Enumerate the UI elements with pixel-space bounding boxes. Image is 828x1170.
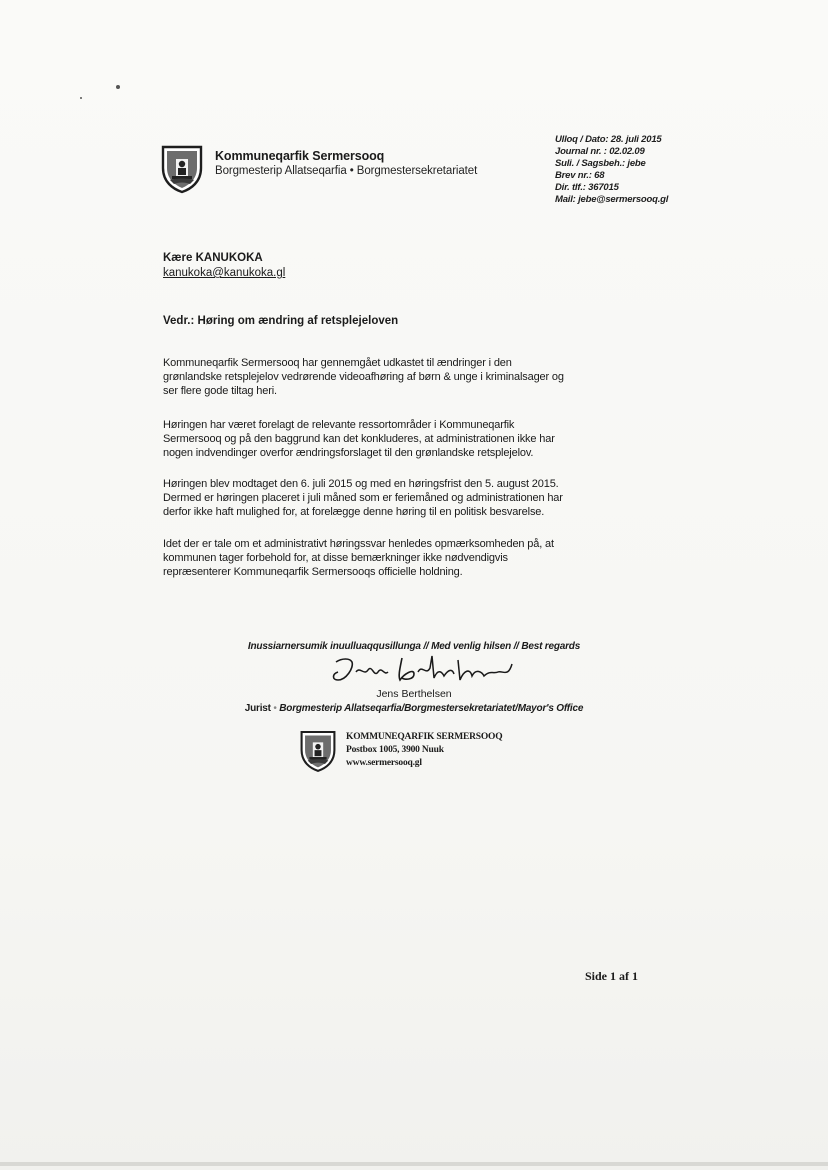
paragraph-line: Sermersooq og på den baggrund kan det konkluderes, at administrationen ikke har bbox=[163, 433, 555, 445]
scan-speck bbox=[80, 97, 82, 99]
closing-salutation: Inussiarnersumik inuulluaqqusillunga // Med venlig hilsen // Best regards bbox=[247, 641, 581, 652]
signatory-title bbox=[150, 703, 678, 714]
recipient-email-link[interactable]: kanukoka@kanukoka.gl bbox=[163, 267, 286, 279]
paragraph-line: repræsenterer Kommuneqarfik Sermersooqs officielle holdning. bbox=[163, 566, 463, 578]
municipality-crest-icon bbox=[160, 144, 204, 194]
stamp-crest-icon bbox=[299, 728, 337, 774]
recipient-block bbox=[163, 251, 285, 281]
handwritten-signature-icon bbox=[322, 650, 522, 690]
stamp-address: Postbox 1005, 3900 Nuuk bbox=[346, 745, 444, 755]
stamp-web: www.sermersooq.gl bbox=[346, 758, 422, 768]
body-paragraph bbox=[163, 418, 658, 460]
meta-direct-phone: Dir. tlf.: 367015 bbox=[555, 182, 619, 193]
recipient-greeting: Kære KANUKOKA bbox=[163, 252, 263, 264]
body-paragraph bbox=[163, 356, 658, 398]
municipality-stamp bbox=[346, 731, 502, 770]
paragraph-line: nogen indvendinger overfor ændringsforslaget til den grønlandske retsplejelov. bbox=[163, 447, 534, 459]
paragraph-line: Høringen har været forelagt de relevante ressortområder i Kommuneqarfik bbox=[163, 419, 515, 431]
paragraph-line: Kommuneqarfik Sermersooq har gennemgået udkastet til ændringer i den bbox=[163, 357, 512, 369]
signatory-name: Jens Berthelsen bbox=[376, 688, 452, 700]
organization-header bbox=[215, 149, 545, 179]
body-paragraph bbox=[163, 537, 658, 579]
meta-letter-number: Brev nr.: 68 bbox=[555, 170, 605, 181]
paragraph-line: ser flere gode tiltag heri. bbox=[163, 385, 277, 397]
meta-date: Ulloq / Dato: 28. juli 2015 bbox=[555, 134, 662, 145]
organization-name: Kommuneqarfik Sermersooq bbox=[215, 149, 385, 163]
meta-handler: Suli. / Sagsbeh.: jebe bbox=[555, 158, 646, 169]
body-paragraph bbox=[163, 477, 658, 519]
letter-metadata bbox=[555, 134, 695, 206]
meta-journal: Journal nr. : 02.02.09 bbox=[555, 146, 645, 157]
meta-email: Mail: jebe@sermersooq.gl bbox=[555, 194, 669, 205]
stamp-name: KOMMUNEQARFIK SERMERSOOQ bbox=[346, 732, 503, 742]
paragraph-line: Dermed er høringen placeret i juli måned som er feriemåned og administrationen har bbox=[163, 492, 563, 504]
page-number: Side 1 af 1 bbox=[585, 969, 639, 983]
paragraph-line: kommunen tager forbehold for, at disse bemærkninger ikke nødvendigvis bbox=[163, 552, 508, 564]
paragraph-line: Idet der er tale om et administrativt høringssvar henledes opmærksomheden på, at bbox=[163, 538, 554, 550]
organization-department: Borgmesterip Allatseqarfia • Borgmestersekretariatet bbox=[215, 165, 478, 177]
scan-speck bbox=[116, 85, 120, 89]
title-separator: • bbox=[270, 703, 280, 714]
signatory-role: Jurist bbox=[244, 703, 271, 714]
paragraph-line: grønlandske retsplejelov vedrørende videoafhøring af børn & unge i kriminalsager og bbox=[163, 371, 564, 383]
paragraph-line: derfor ikke haft mulighed for, at forelægge denne høring til en politisk besvarelse. bbox=[163, 506, 545, 518]
signatory-office: Borgmesterip Allatseqarfia/Borgmestersekretariatet/Mayor's Office bbox=[279, 703, 584, 714]
scan-bottom-edge bbox=[0, 1162, 828, 1166]
letter-subject: Vedr.: Høring om ændring af retsplejeloven bbox=[163, 315, 399, 327]
paragraph-line: Høringen blev modtaget den 6. juli 2015 og med en høringsfrist den 5. august 2015. bbox=[163, 478, 559, 490]
